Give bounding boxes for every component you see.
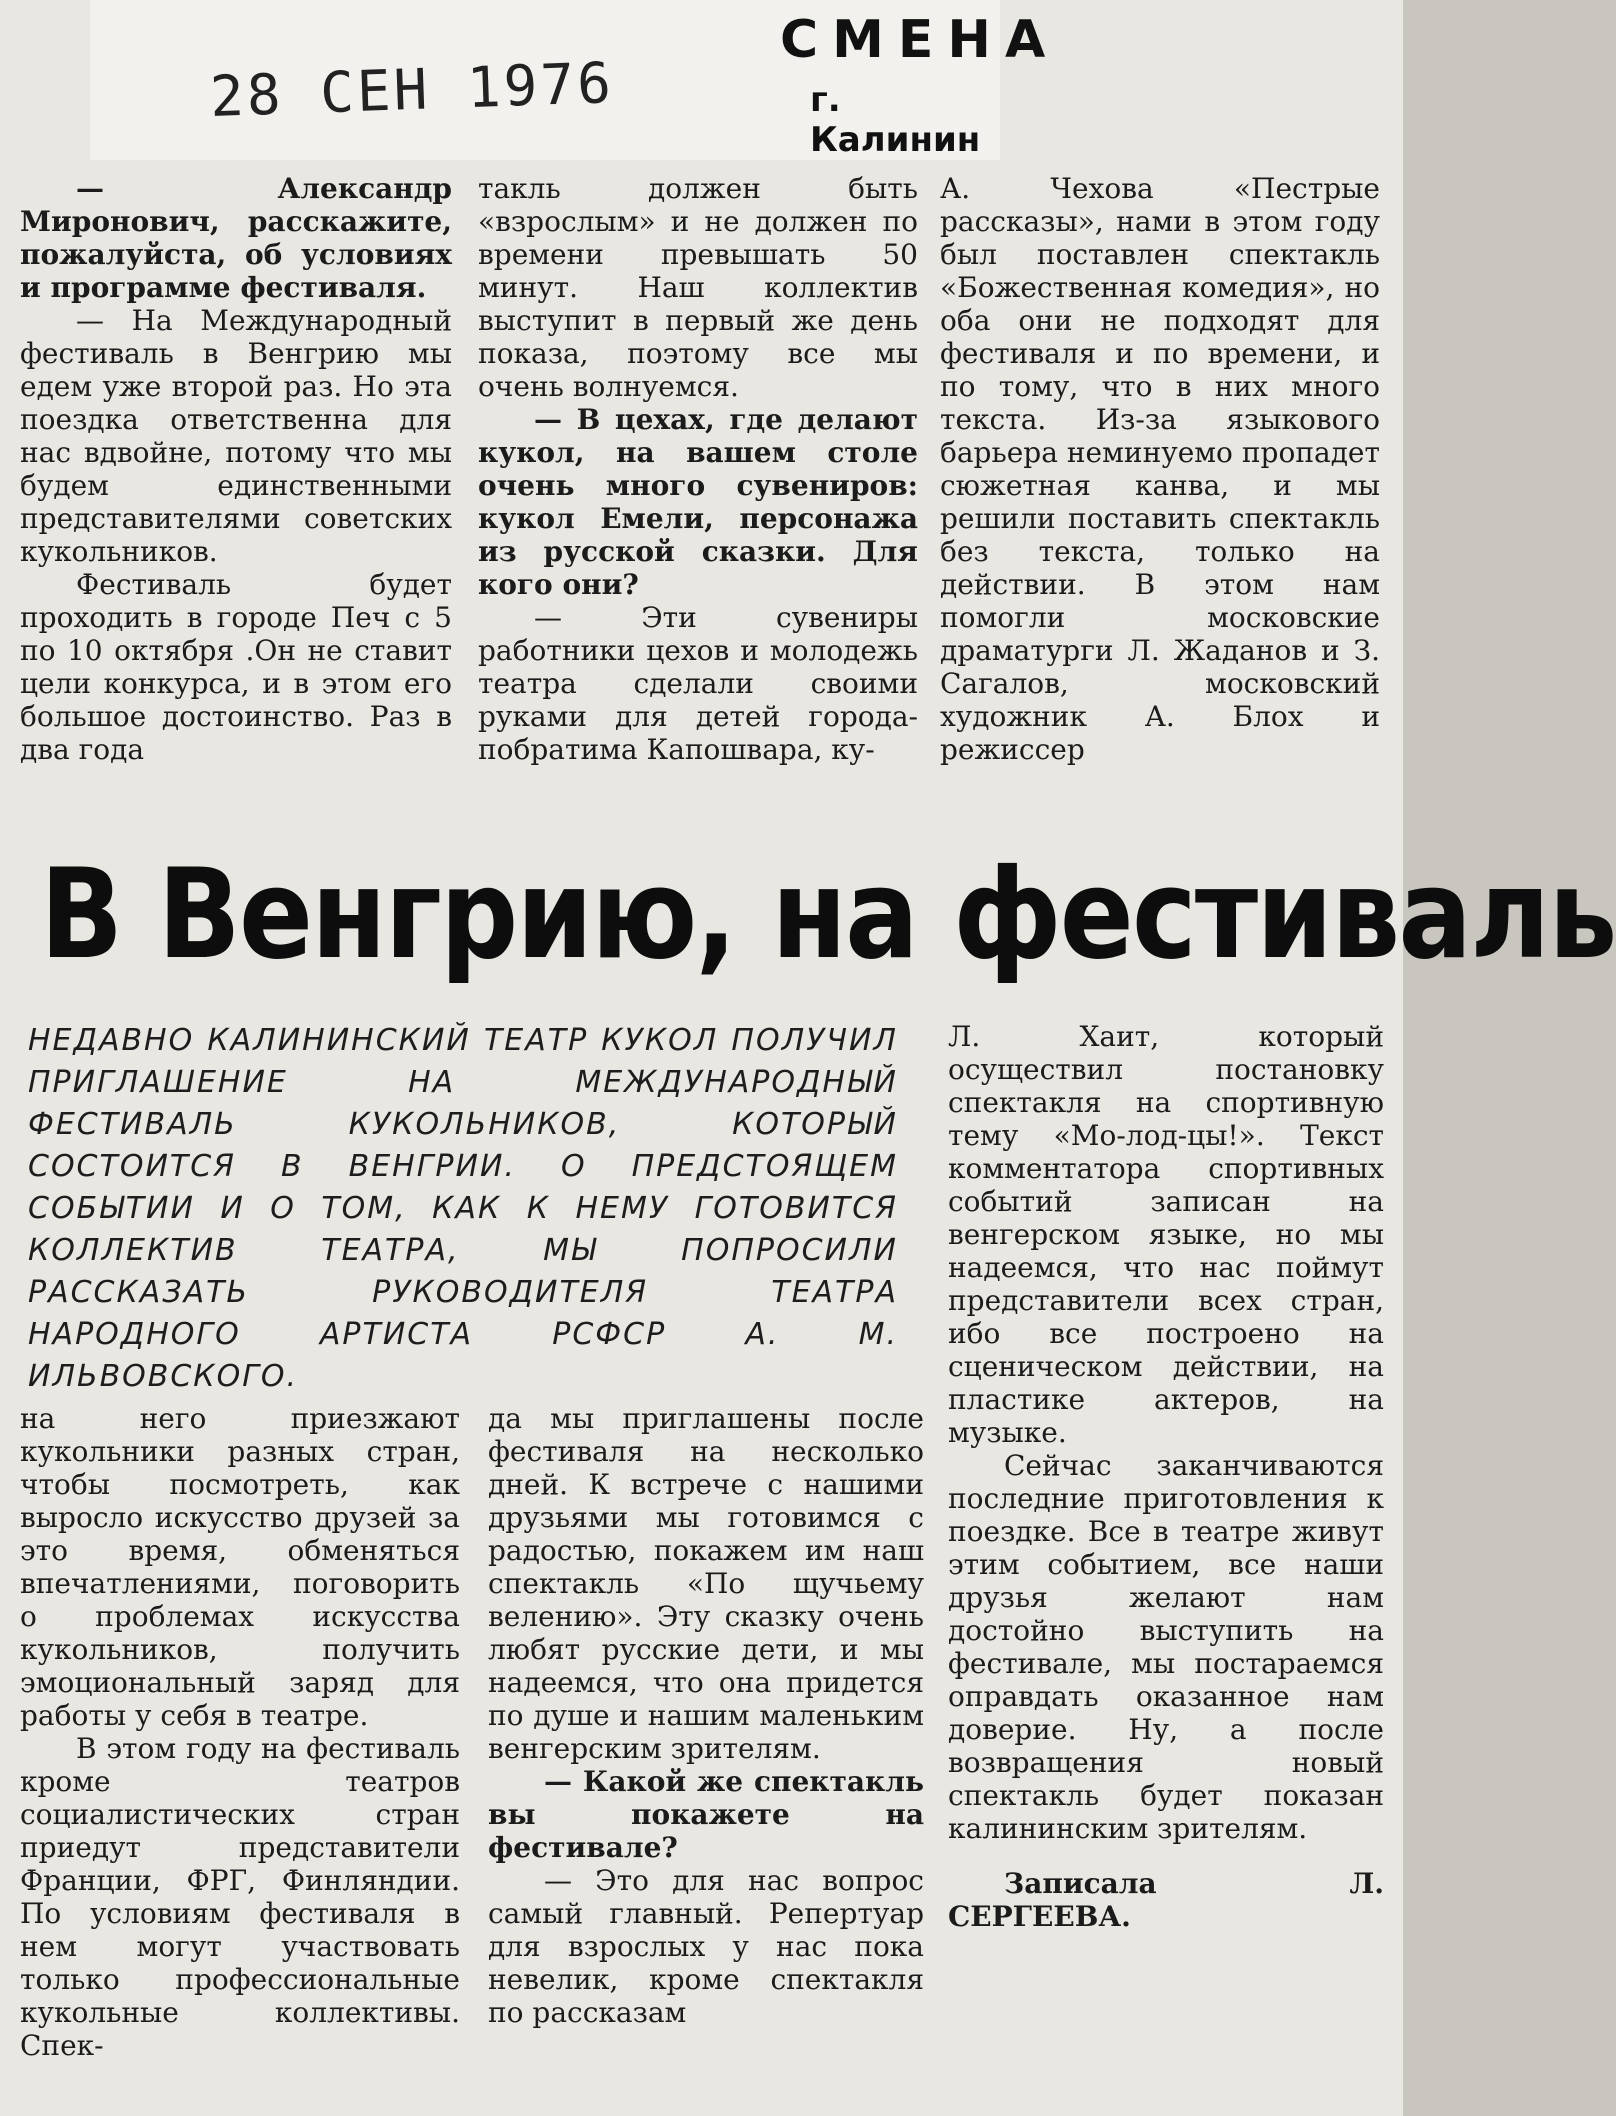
- headline: В Венгрию, на фестиваль: [40, 843, 1616, 987]
- bottom-column-2: [488, 1402, 924, 2029]
- article-paragraph: — Это для нас вопрос самый главный. Репертуар для взрослых у нас пока невелик, кроме спектакля по рассказам: [488, 1864, 924, 2029]
- article-paragraph: В этом году на фестиваль кроме театров социалистических стран приедут представители Франции, ФРГ, Финляндии. По условиям фестиваля в нем могут участвовать только профессиональные кукольные коллективы. Спек-: [20, 1732, 460, 2062]
- interview-question: — Какой же спектакль вы покажете на фестивале?: [488, 1765, 924, 1864]
- article-paragraph: на него приезжают кукольники разных стран, чтобы посмотреть, как выросло искусство друзей за это время, обменяться впечатлениями, поговорить о проблемах искусства кукольников, получить эмоциональный заряд для работы у себя в театре.: [20, 1402, 460, 1732]
- article-paragraph: да мы приглашены после фестиваля на несколько дней. К встрече с нашими друзьями мы готовимся с радостью, покажем им наш спектакль «По щучьему велению». Эту сказку очень любят русские дети, и мы надеемся, что она придется по душе и нашим маленьким венгерским зрителям.: [488, 1402, 924, 1765]
- article-paragraph: А. Чехова «Пестрые рассказы», нами в этом году был поставлен спектакль «Божественная комедия», но оба они не подходят для фестиваля и по времени, и по тому, что в них много текста. Из-за языкового барьера неминуемо пропадет сюжетная канва, и мы решили поставить спектакль без текста, только на действии. В этом нам помогли московские драматурги Л. Жаданов и З. Сагалов, московский художник А. Блох и режиссер: [940, 172, 1380, 766]
- interview-question: — Александр Миронович, расскажите, пожалуйста, об условиях и программе фестиваля.: [20, 172, 452, 304]
- top-column-3: [940, 172, 1380, 766]
- newspaper-name: СМЕНА: [780, 10, 1060, 70]
- article-paragraph: — Эти сувениры работники цехов и молодежь театра сделали своими руками для детей города-побратима Капошвара, ку-: [478, 601, 918, 766]
- bottom-column-1: [20, 1402, 460, 2062]
- top-column-1: [20, 172, 452, 766]
- top-column-2: [478, 172, 918, 766]
- interview-question: — В цехах, где делают кукол, на вашем столе очень много сувениров: кукол Емели, персонажа из русской сказки. Для кого они?: [478, 403, 918, 601]
- lead-paragraph: НЕДАВНО КАЛИНИНСКИЙ ТЕАТР КУКОЛ ПОЛУЧИЛ ПРИГЛАШЕНИЕ НА МЕЖДУНАРОДНЫЙ ФЕСТИВАЛЬ КУКОЛЬНИКОВ, КОТОРЫЙ СОСТОИТСЯ В ВЕНГРИИ. О ПРЕДСТОЯЩЕМ СОБЫТИИ И О ТОМ, КАК К НЕМУ ГОТОВИТСЯ КОЛЛЕКТИВ ТЕАТРА, МЫ ПОПРОСИЛИ РАССКАЗАТЬ РУКОВОДИТЕЛЯ ТЕАТРА НАРОДНОГО АРТИСТА РСФСР А. М. ИЛЬВОВСКОГО.: [28, 1023, 898, 1394]
- article-paragraph: Сейчас заканчиваются последние приготовления к поездке. Все в театре живут этим событием, все наши друзья желают нам достойно выступить на фестивале, мы постараемся оправдать оказанное нам доверие. Ну, а после возвращения новый спектакль будет показан калининским зрителям.: [948, 1449, 1384, 1845]
- stamp-date: 28 СЕН 1976: [208, 50, 615, 131]
- newspaper-city: г. Калинин: [810, 80, 981, 160]
- article-paragraph: — На Международный фестиваль в Венгрию мы едем уже второй раз. Но эта поездка ответственна для нас вдвойне, потому что мы будем единственными представителями советских кукольников.: [20, 304, 452, 568]
- archive-stamp: [90, 0, 1060, 160]
- article-paragraph: такль должен быть «взрослым» и не должен по времени превышать 50 минут. Наш коллектив выступит в первый же день показа, поэтому все мы очень волнуемся.: [478, 172, 918, 403]
- bottom-column-3: [948, 1020, 1384, 1933]
- article-paragraph: Фестиваль будет проходить в городе Печ с 5 по 10 октября .Он не ставит цели конкурса, и в этом его большое достоинство. Раз в два года: [20, 568, 452, 766]
- article-paragraph: Л. Хаит, который осуществил постановку спектакля на спортивную тему «Мо-лод-цы!». Текст комментатора спортивных событий записан на венгерском языке, но мы надеемся, что нас поймут представители всех стран, ибо все построено на сценическом действии, на пластике актеров, на музыке.: [948, 1020, 1384, 1449]
- author-signature: Записала Л. СЕРГЕЕВА.: [948, 1867, 1384, 1933]
